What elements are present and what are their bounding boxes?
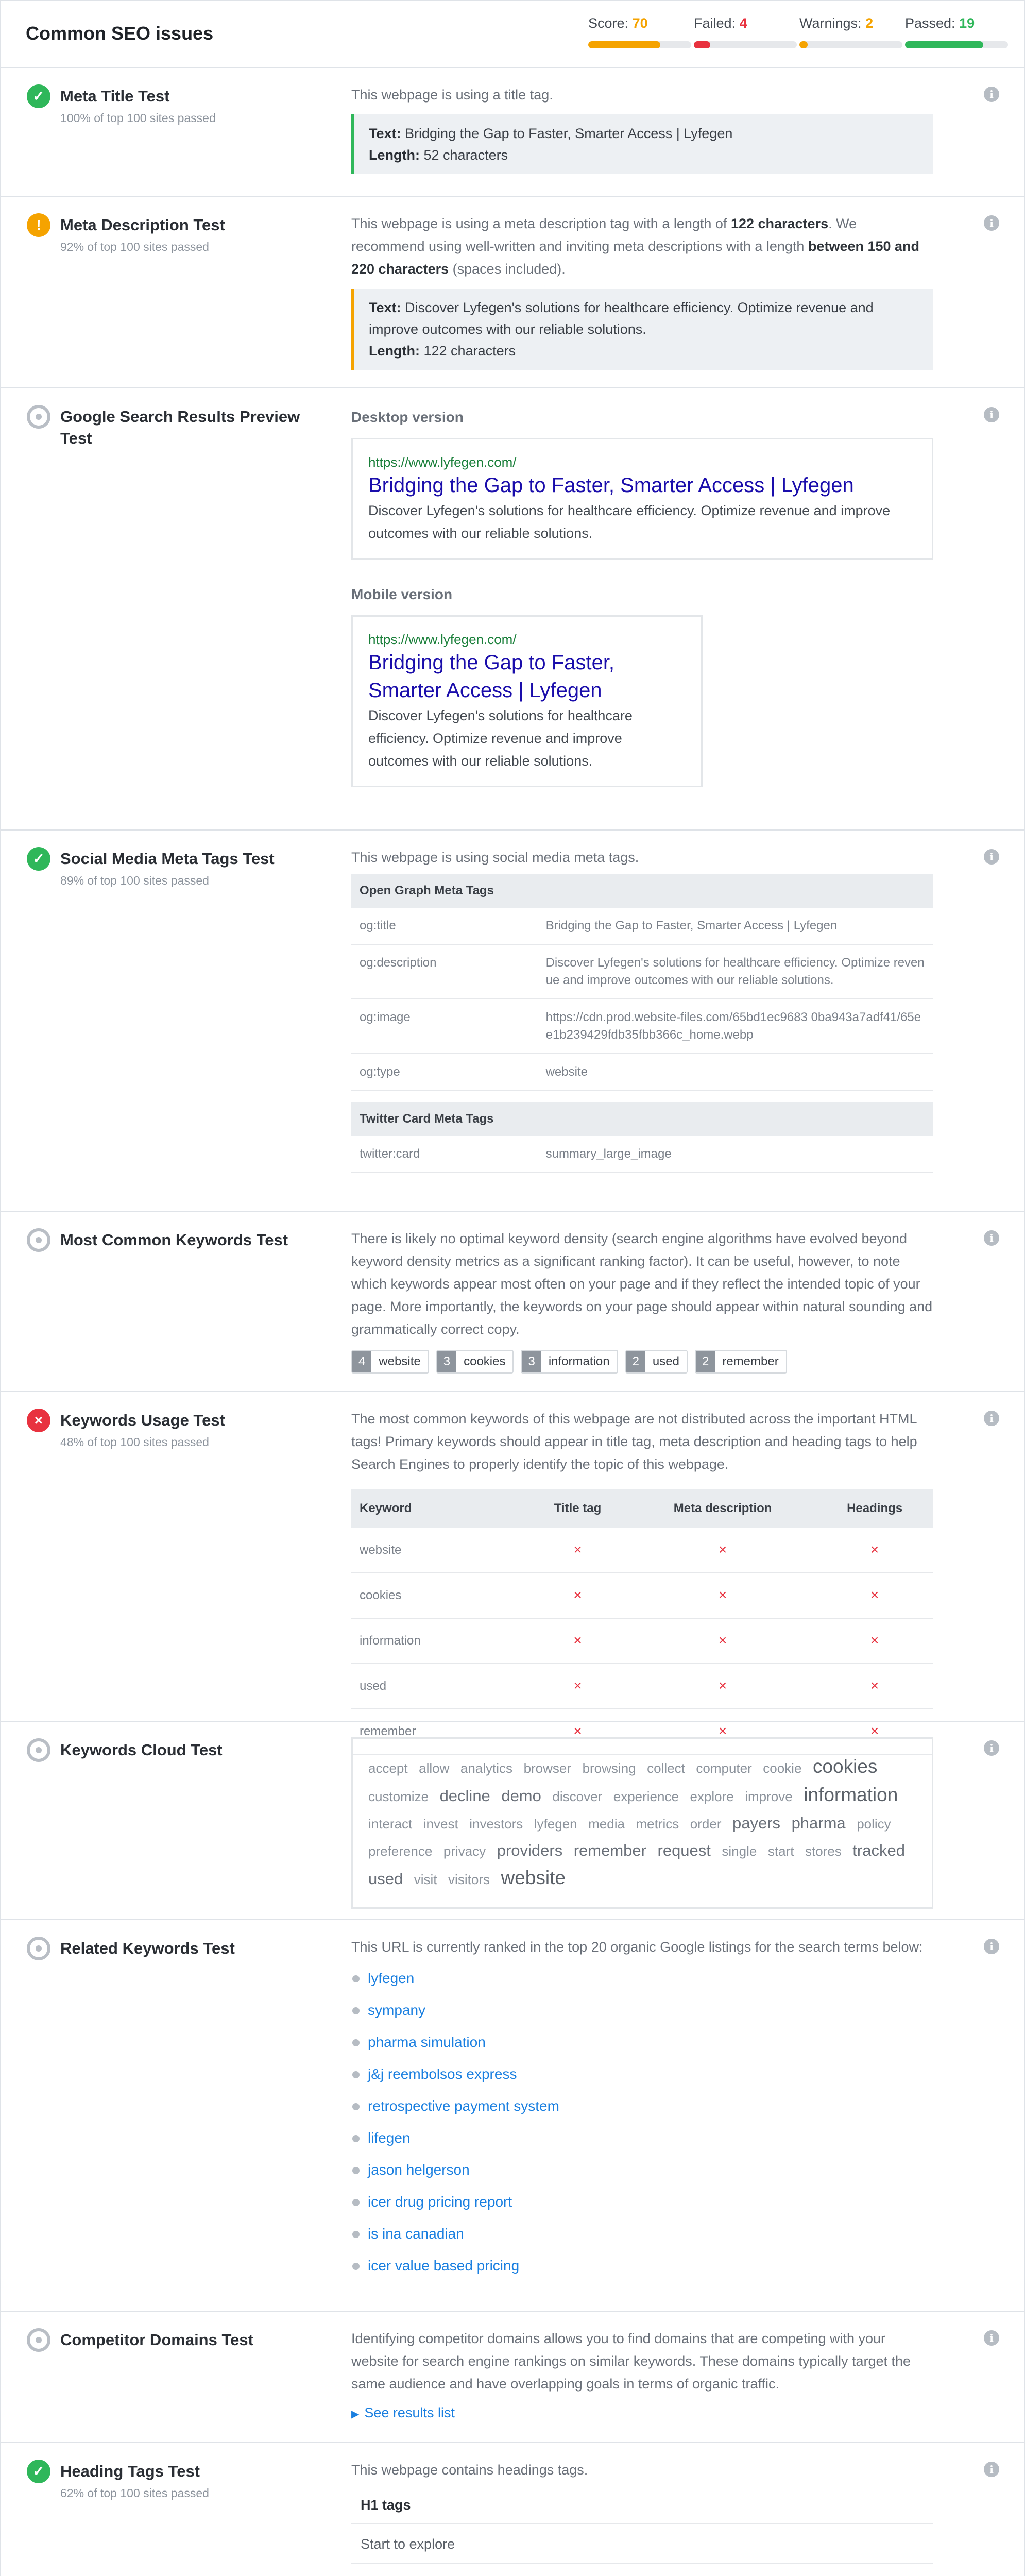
cross-icon: × [573,1587,582,1603]
related-keyword-link[interactable]: icer value based pricing [368,2258,520,2274]
section-description: There is likely no optimal keyword density (search engine algorithms have evolved beyond keyword density metrics as a significant ranking factor). It can be useful, however, to note which keywords appear most often on your page and if they reflect the intended topic of your page. More importantly, the keywords on your page should appear within natural sounding and grammatically correct copy. [351,1231,933,1337]
cross-icon: × [573,1632,582,1648]
passed-bar [905,41,1008,48]
title-length-value: 52 characters [423,147,508,163]
table-row [351,1054,933,1091]
info-icon[interactable]: i [984,849,999,865]
related-keyword-link[interactable]: lyfegen [368,1970,415,1986]
failed-bar-fill [694,41,710,48]
list-item [351,2218,933,2250]
column-header: Keyword [351,1489,526,1528]
info-icon[interactable]: i [984,1230,999,1246]
status-cell [629,1528,816,1573]
description-length-value: 122 characters [423,343,516,359]
cloud-word: collect [647,1760,685,1776]
cross-icon: × [870,1723,879,1739]
cloud-word: stores [805,1843,842,1859]
section-body [351,1737,933,1909]
cloud-word: visitors [448,1872,490,1887]
cloud-word: start [767,1843,794,1859]
keyword-word: used [652,1354,679,1368]
info-icon[interactable]: i [984,407,999,422]
section-subtitle: 62% of top 100 sites passed [60,2486,209,2500]
cross-icon: × [573,1723,582,1739]
description-quote [351,289,933,370]
cloud-word: tracked [852,1841,905,1859]
cross-icon: × [718,1587,727,1603]
social-tags-table [351,874,933,1173]
keyword-usage-table [351,1489,933,1755]
cross-icon: × [718,1541,727,1557]
cloud-word: explore [690,1789,734,1804]
section-body [351,1408,933,1755]
section-title: Social Media Meta Tags Test [60,850,275,868]
cloud-word: demo [501,1787,541,1805]
column-header: Meta description [629,1489,816,1528]
keyword-word: website [379,1354,421,1368]
cloud-word: analytics [460,1760,513,1776]
serp-url[interactable]: https://www.lyfegen.com/ [368,632,517,647]
failed-label: Failed: [694,15,736,31]
serp-description: Discover Lyfegen's solutions for healthcare efficiency. Optimize revenue and improve outcomes with our reliable solutions. [368,708,633,769]
related-keyword-link[interactable]: sympany [368,2002,426,2018]
meta-title-section [1,68,1024,197]
passed-bar-fill [905,41,983,48]
meta-tag-value: Bridging the Gap to Faster, Smarter Access | Lyfegen [538,908,933,944]
cross-icon: × [718,1723,727,1739]
common-keywords-section [1,1212,1024,1392]
info-icon[interactable]: i [984,87,999,102]
info-icon[interactable]: i [984,1740,999,1756]
serp-preview-section [1,388,1024,831]
heading-item [351,2564,933,2576]
status-cell [526,1618,629,1664]
cloud-word: accept [368,1760,408,1776]
section-description: This webpage is using a title tag. [351,87,553,103]
cloud-word: policy [857,1816,891,1832]
keyword-word: information [548,1354,610,1368]
status-cell [629,1664,816,1709]
section-body [351,83,933,174]
keyword-cloud [351,1737,933,1909]
section-description: This URL is currently ranked in the top 20 organic Google listings for the search terms below: [351,1939,923,1955]
failed-stat [694,15,797,31]
cloud-word: computer [696,1760,752,1776]
failed-bar [694,41,797,48]
mobile-version-label: Mobile version [351,586,453,602]
desktop-serp-card [351,438,933,560]
meta-tag-name: twitter:card [351,1136,538,1173]
table-row [351,999,933,1054]
warning-icon: ! [27,213,50,237]
status-cell [816,1573,933,1618]
related-keyword-link[interactable]: icer drug pricing report [368,2194,512,2210]
check-icon: ✓ [27,2460,50,2483]
status-cell [816,1618,933,1664]
list-item [351,2090,933,2122]
section-subtitle: 100% of top 100 sites passed [60,111,216,125]
length-label: Length: [369,343,420,359]
desc-part: (spaces included). [449,261,566,277]
section-title: Meta Title Test [60,87,170,105]
cloud-word: providers [497,1841,563,1859]
cloud-word: discover [552,1789,603,1804]
keyword-cell: information [351,1618,526,1664]
passed-label: Passed: [905,15,955,31]
cloud-word: website [501,1867,566,1888]
neutral-status-icon [27,1738,50,1762]
meta-tag-value: summary_large_image [538,1136,933,1173]
section-body [351,1936,933,2282]
list-item [351,2058,933,2090]
cloud-word: lyfegen [534,1816,577,1832]
heading-item: Start to explore [351,2524,933,2564]
title-quote [351,114,933,174]
score-bar-fill [588,41,660,48]
related-keyword-link[interactable]: jason helgerson [368,2162,470,2178]
score-bar [588,41,691,48]
keyword-cell: remember [351,1709,526,1754]
warnings-bar [799,41,902,48]
table-row [351,1136,933,1173]
section-description: This webpage contains headings tags. [351,2462,588,2478]
section-body [351,406,933,787]
text-label: Text: [369,126,401,141]
keywords-usage-section [1,1392,1024,1739]
keyword-count: 3 [437,1350,456,1374]
section-title: Heading Tags Test [60,2462,200,2480]
serp-url[interactable]: https://www.lyfegen.com/ [368,454,517,470]
section-title: Keywords Cloud Test [60,1741,223,1759]
table-spacer-cell [351,1091,933,1102]
score-value: 70 [632,15,648,31]
section-title: Google Search Results Preview Test [60,408,300,447]
cloud-word: customize [368,1789,429,1804]
cross-icon: × [870,1632,879,1648]
section-description [351,212,933,280]
section-title: Keywords Usage Test [60,1411,225,1429]
cross-icon: × [573,1541,582,1557]
column-header: Headings [816,1489,933,1528]
keyword-chip [625,1350,688,1374]
keyword-count: 4 [352,1350,371,1374]
cloud-word: information [804,1784,898,1805]
cloud-word: privacy [443,1843,486,1859]
neutral-status-icon [27,1937,50,1960]
section-body [351,212,933,370]
warnings-stat [799,15,902,31]
check-icon: ✓ [27,84,50,108]
heading-tags-list [351,2485,933,2576]
meta-tag-value: website [538,1054,933,1091]
section-title: Related Keywords Test [60,1939,235,1957]
see-results-link[interactable] [351,2401,933,2426]
section-title: Most Common Keywords Test [60,1231,288,1249]
table-row [351,908,933,944]
cloud-word: improve [745,1789,793,1804]
table-group-header-label: Open Graph Meta Tags [351,874,933,908]
status-cell [629,1618,816,1664]
desktop-version-label: Desktop version [351,409,464,425]
keyword-chip [521,1350,618,1374]
section-description: This webpage is using social media meta tags. [351,850,639,865]
cloud-word: preference [368,1843,433,1859]
section-subtitle: 48% of top 100 sites passed [60,1435,209,1449]
info-icon[interactable]: i [984,1939,999,1954]
cloud-word: invest [423,1816,458,1832]
table-row [351,1618,933,1664]
section-subtitle: 89% of top 100 sites passed [60,874,209,887]
cross-icon: × [573,1677,582,1693]
status-cell [526,1528,629,1573]
section-description: The most common keywords of this webpage are not distributed across the important HTML tags! Primary keywords should appear in title tag, meta description and heading tags to help Search Engines to properly identify the topic of this webpage. [351,1411,917,1472]
cloud-word: visit [414,1872,437,1887]
table-spacer [351,1091,933,1102]
keywords-cloud-section [1,1722,1024,1920]
meta-tag-name: og:title [351,908,538,944]
table-group-header [351,874,933,908]
cloud-word: allow [419,1760,450,1776]
title-text-value: Bridging the Gap to Faster, Smarter Access | Lyfegen [405,126,733,141]
section-body [351,1227,933,1374]
caret-right-icon: ▶ [351,2409,360,2420]
list-item [351,2026,933,2058]
meta-tag-name: og:description [351,944,538,999]
score-stat [588,15,691,31]
cloud-word: request [657,1841,711,1859]
info-icon[interactable]: i [984,2330,999,2346]
status-cell [816,1528,933,1573]
desc-length-bold: 122 characters [730,216,829,231]
serp-title-link[interactable]: Bridging the Gap to Faster, Smarter Access | Lyfegen [368,651,615,702]
keyword-word: remember [722,1354,779,1368]
status-cell [816,1664,933,1709]
list-item [351,2154,933,2186]
related-keyword-link[interactable]: is ina canadian [368,2226,464,2242]
neutral-status-icon [27,405,50,429]
cloud-word: cookie [763,1760,802,1776]
table-group-header [351,1102,933,1136]
cloud-word: pharma [791,1814,846,1832]
related-keywords-list [351,1962,933,2282]
desc-part: . We recommend using well-written and inviting meta descriptions with a length [351,216,857,254]
list-item [351,1962,933,1994]
h1-group-label: H1 tags [351,2485,933,2524]
section-body [351,2459,933,2576]
description-text-value: Discover Lyfegen's solutions for healthcare efficiency. Optimize revenue and improve outcomes with our reliable solutions. [369,300,874,337]
keyword-chips [351,1350,933,1374]
desc-range-bold: between 150 and 220 characters [351,239,920,277]
cross-icon: × [718,1677,727,1693]
column-header: Title tag [526,1489,629,1528]
cloud-word: browser [523,1760,572,1776]
section-title: Competitor Domains Test [60,2331,253,2349]
keyword-cell: cookies [351,1573,526,1618]
passed-value: 19 [959,15,975,31]
cloud-word: single [722,1843,757,1859]
cloud-word: media [588,1816,625,1832]
cross-icon: × [870,1677,879,1693]
cross-icon: × [870,1587,879,1603]
cloud-word: interact [368,1816,413,1832]
cloud-word: browsing [582,1760,636,1776]
report-header [1,1,1024,68]
info-icon[interactable]: i [984,1411,999,1426]
cloud-word: metrics [636,1816,679,1832]
info-icon[interactable]: i [984,2462,999,2477]
score-label: Score: [588,15,629,31]
mobile-serp-card [351,615,703,787]
status-cell [629,1573,816,1618]
cloud-word: decline [439,1787,490,1805]
keyword-count: 3 [522,1350,541,1374]
section-subtitle: 92% of top 100 sites passed [60,240,209,253]
status-cell [526,1573,629,1618]
see-results-label: See results list [364,2405,455,2420]
cloud-word: order [690,1816,722,1832]
cloud-word: remember [573,1841,646,1859]
related-keyword-link[interactable]: lifegen [368,2130,411,2146]
passed-stat [905,15,1008,31]
keyword-chip [351,1350,429,1374]
cross-icon: × [870,1541,879,1557]
neutral-status-icon [27,2328,50,2352]
keyword-chip [695,1350,787,1374]
cloud-word: investors [469,1816,523,1832]
table-row [351,1528,933,1573]
cloud-word: experience [613,1789,679,1804]
cloud-word: used [368,1870,403,1888]
competitor-domains-section [1,2312,1024,2443]
page-title: Common SEO issues [26,23,214,44]
status-cell [526,1664,629,1709]
meta-tag-name: og:type [351,1054,538,1091]
meta-tag-name: og:image [351,999,538,1054]
keyword-count: 2 [626,1350,645,1374]
section-description: Identifying competitor domains allows you to find domains that are competing with your website for search engine rankings on similar keywords. These domains typically target the same audience and have overlapping goals in terms of organic traffic. [351,2331,911,2392]
neutral-status-icon [27,1228,50,1252]
table-group-header-label: Twitter Card Meta Tags [351,1102,933,1136]
list-item [351,2250,933,2282]
keyword-count: 2 [696,1350,715,1374]
serp-description: Discover Lyfegen's solutions for healthcare efficiency. Optimize revenue and improve outcomes with our reliable solutions. [368,503,891,541]
related-keyword-link[interactable]: pharma simulation [368,2034,486,2050]
table-row [351,1573,933,1618]
cross-icon: × [718,1632,727,1648]
section-body [351,2327,933,2426]
keyword-word: cookies [464,1354,506,1368]
related-keyword-link[interactable]: retrospective payment system [368,2098,559,2114]
text-label: Text: [369,300,401,315]
list-item [351,2122,933,2154]
meta-description-section [1,197,1024,388]
check-icon: ✓ [27,847,50,871]
related-keyword-link[interactable]: j&j reembolsos express [368,2066,517,2082]
table-row [351,944,933,999]
desc-part: This webpage is using a meta description tag with a length of [351,216,731,231]
heading-tags-section [1,2443,1024,2576]
meta-tag-value: https://cdn.prod.website-files.com/65bd1ec9683 0ba943a7adf41/65ee1b239429fdb35fbb366c_home.webp [538,999,933,1054]
warnings-bar-fill [799,41,808,48]
section-body [351,846,933,1173]
list-item [351,1994,933,2026]
list-item [351,2186,933,2218]
keyword-chip [436,1350,514,1374]
table-row [351,1664,933,1709]
fail-icon: × [27,1409,50,1432]
length-label: Length: [369,147,420,163]
cloud-word: cookies [812,1756,878,1777]
section-title: Meta Description Test [60,216,225,234]
meta-tag-value: Discover Lyfegen's solutions for healthcare efficiency. Optimize revenue and improve outcomes with our reliable solutions. [538,944,933,999]
cloud-word: payers [732,1814,781,1832]
serp-title-link[interactable]: Bridging the Gap to Faster, Smarter Access | Lyfegen [368,474,854,497]
warnings-value: 2 [865,15,874,31]
related-keywords-section [1,1920,1024,2312]
keyword-cell: website [351,1528,526,1573]
info-icon[interactable]: i [984,215,999,231]
warnings-label: Warnings: [799,15,862,31]
failed-value: 4 [739,15,747,31]
social-meta-section [1,831,1024,1212]
keyword-cell: used [351,1664,526,1709]
